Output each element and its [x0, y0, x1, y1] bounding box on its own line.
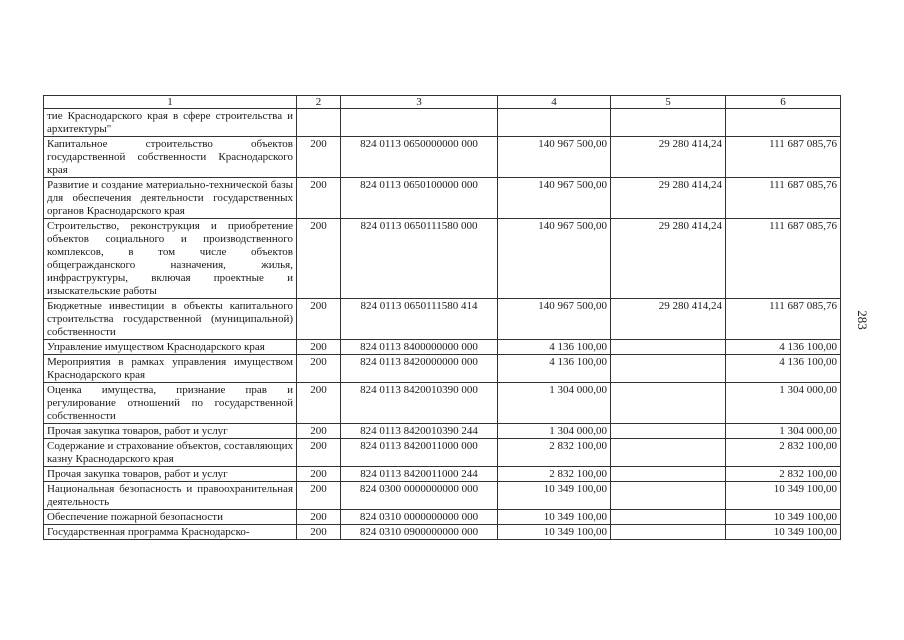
row-amount-remaining: [726, 109, 841, 137]
row-amount-approved: 1 304 000,00: [498, 383, 611, 424]
row-name: Развитие и создание материально-технической базы для обеспечения деятельности государственных органов Краснодарского края: [44, 178, 297, 219]
row-amount-executed: 29 280 414,24: [611, 219, 726, 299]
column-header-2: 2: [297, 96, 341, 109]
row-amount-executed: [611, 424, 726, 439]
row-code: 200: [297, 525, 341, 540]
row-amount-executed: [611, 340, 726, 355]
row-amount-remaining: 1 304 000,00: [726, 424, 841, 439]
row-name: Капитальное строительство объектов государственной собственности Краснодарского края: [44, 137, 297, 178]
row-classification-code: 824 0113 0650111580 000: [341, 219, 498, 299]
row-amount-executed: [611, 482, 726, 510]
row-amount-remaining: 111 687 085,76: [726, 299, 841, 340]
row-name: Мероприятия в рамках управления имуществом Краснодарского края: [44, 355, 297, 383]
table-row: [44, 424, 841, 439]
row-name: Прочая закупка товаров, работ и услуг: [44, 467, 297, 482]
row-code: 200: [297, 219, 341, 299]
column-header-1: 1: [44, 96, 297, 109]
table-row: [44, 109, 841, 137]
row-amount-approved: [498, 109, 611, 137]
row-code: 200: [297, 355, 341, 383]
row-code: 200: [297, 467, 341, 482]
column-header-5: 5: [611, 96, 726, 109]
row-amount-approved: 4 136 100,00: [498, 340, 611, 355]
row-name: Национальная безопасность и правоохранительная деятельность: [44, 482, 297, 510]
row-amount-remaining: 10 349 100,00: [726, 525, 841, 540]
row-name: Обеспечение пожарной безопасности: [44, 510, 297, 525]
row-amount-executed: [611, 525, 726, 540]
row-classification-code: 824 0113 8400000000 000: [341, 340, 498, 355]
table-row: [44, 178, 841, 219]
row-name: Государственная программа Краснодарско-: [44, 525, 297, 540]
row-amount-remaining: 2 832 100,00: [726, 439, 841, 467]
row-amount-remaining: 10 349 100,00: [726, 510, 841, 525]
table-row: [44, 482, 841, 510]
row-amount-remaining: 4 136 100,00: [726, 340, 841, 355]
table-row: [44, 299, 841, 340]
row-classification-code: 824 0113 8420010390 000: [341, 383, 498, 424]
table-row: [44, 355, 841, 383]
row-code: 200: [297, 340, 341, 355]
row-amount-executed: [611, 355, 726, 383]
row-classification-code: 824 0113 8420011000 244: [341, 467, 498, 482]
budget-table: [43, 95, 841, 540]
table-row: [44, 467, 841, 482]
row-code: 200: [297, 299, 341, 340]
table-row: [44, 137, 841, 178]
row-amount-approved: 2 832 100,00: [498, 467, 611, 482]
row-code: 200: [297, 178, 341, 219]
row-amount-executed: [611, 109, 726, 137]
row-amount-remaining: 111 687 085,76: [726, 178, 841, 219]
row-amount-remaining: 4 136 100,00: [726, 355, 841, 383]
row-name: Управление имуществом Краснодарского края: [44, 340, 297, 355]
row-classification-code: 824 0113 0650111580 414: [341, 299, 498, 340]
row-name: Бюджетные инвестиции в объекты капитального строительства государственной (муниципальной) собственности: [44, 299, 297, 340]
row-classification-code: 824 0310 0000000000 000: [341, 510, 498, 525]
row-amount-approved: 10 349 100,00: [498, 510, 611, 525]
column-header-3: 3: [341, 96, 498, 109]
row-amount-executed: [611, 510, 726, 525]
row-classification-code: 824 0113 8420011000 000: [341, 439, 498, 467]
row-amount-executed: [611, 439, 726, 467]
row-amount-approved: 1 304 000,00: [498, 424, 611, 439]
table-row: [44, 340, 841, 355]
row-code: [297, 109, 341, 137]
row-name: Оценка имущества, признание прав и регулирование отношений по государственной собственности: [44, 383, 297, 424]
row-amount-remaining: 111 687 085,76: [726, 219, 841, 299]
row-classification-code: 824 0300 0000000000 000: [341, 482, 498, 510]
row-name: Строительство, реконструкция и приобретение объектов социального и производственного комплексов, в том числе объектов общегражданского назначения, жилья, инфраструктуры, включая проектные и изыскательские работы: [44, 219, 297, 299]
row-amount-remaining: 1 304 000,00: [726, 383, 841, 424]
row-code: 200: [297, 137, 341, 178]
table-row: [44, 525, 841, 540]
row-amount-approved: 140 967 500,00: [498, 178, 611, 219]
row-amount-approved: 140 967 500,00: [498, 137, 611, 178]
row-name: Содержание и страхование объектов, составляющих казну Краснодарского края: [44, 439, 297, 467]
row-code: 200: [297, 383, 341, 424]
row-classification-code: 824 0113 8420000000 000: [341, 355, 498, 383]
table-row: [44, 383, 841, 424]
header-row: [44, 96, 841, 109]
row-classification-code: [341, 109, 498, 137]
row-amount-executed: 29 280 414,24: [611, 299, 726, 340]
row-amount-remaining: 2 832 100,00: [726, 467, 841, 482]
table-row: [44, 510, 841, 525]
row-amount-approved: 2 832 100,00: [498, 439, 611, 467]
row-code: 200: [297, 424, 341, 439]
column-header-6: 6: [726, 96, 841, 109]
row-amount-executed: 29 280 414,24: [611, 178, 726, 219]
row-amount-remaining: 111 687 085,76: [726, 137, 841, 178]
row-amount-approved: 140 967 500,00: [498, 299, 611, 340]
row-amount-approved: 140 967 500,00: [498, 219, 611, 299]
row-classification-code: 824 0113 8420010390 244: [341, 424, 498, 439]
row-amount-remaining: 10 349 100,00: [726, 482, 841, 510]
row-amount-approved: 4 136 100,00: [498, 355, 611, 383]
row-amount-executed: [611, 467, 726, 482]
row-name: тие Краснодарского края в сфере строительства и архитектуры": [44, 109, 297, 137]
row-amount-executed: [611, 383, 726, 424]
row-code: 200: [297, 510, 341, 525]
table-row: [44, 439, 841, 467]
row-name: Прочая закупка товаров, работ и услуг: [44, 424, 297, 439]
table-row: [44, 219, 841, 299]
row-code: 200: [297, 482, 341, 510]
row-classification-code: 824 0113 0650000000 000: [341, 137, 498, 178]
row-classification-code: 824 0113 0650100000 000: [341, 178, 498, 219]
row-amount-executed: 29 280 414,24: [611, 137, 726, 178]
row-amount-approved: 10 349 100,00: [498, 525, 611, 540]
row-classification-code: 824 0310 0900000000 000: [341, 525, 498, 540]
row-code: 200: [297, 439, 341, 467]
column-header-4: 4: [498, 96, 611, 109]
page-number: 283: [854, 310, 870, 330]
row-amount-approved: 10 349 100,00: [498, 482, 611, 510]
